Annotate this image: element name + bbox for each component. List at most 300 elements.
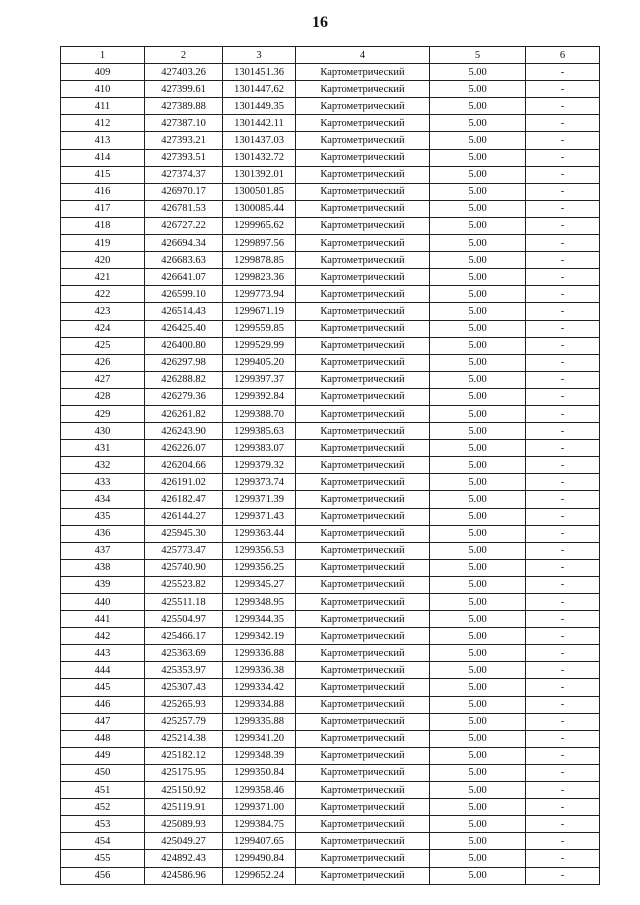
y-coordinate-cell: 1299652.24 (223, 867, 296, 884)
table-row (61, 457, 600, 474)
accuracy-cell: 5.00 (430, 576, 526, 593)
method-cell: Картометрический (296, 98, 430, 115)
table-row (61, 662, 600, 679)
point-number-cell: 429 (61, 405, 145, 422)
x-coordinate-cell: 424586.96 (145, 867, 223, 884)
note-cell: - (526, 252, 600, 269)
x-coordinate-cell: 426297.98 (145, 354, 223, 371)
note-cell: - (526, 576, 600, 593)
accuracy-cell: 5.00 (430, 354, 526, 371)
accuracy-cell: 5.00 (430, 183, 526, 200)
page-number: 16 (312, 14, 328, 31)
method-cell: Картометрический (296, 286, 430, 303)
point-number-cell: 452 (61, 799, 145, 816)
accuracy-cell: 5.00 (430, 662, 526, 679)
note-cell: - (526, 98, 600, 115)
accuracy-cell: 5.00 (430, 696, 526, 713)
x-coordinate-cell: 426279.36 (145, 388, 223, 405)
note-cell: - (526, 200, 600, 217)
y-coordinate-cell: 1299363.44 (223, 525, 296, 542)
point-number-cell: 436 (61, 525, 145, 542)
x-coordinate-cell: 426288.82 (145, 371, 223, 388)
method-cell: Картометрический (296, 405, 430, 422)
accuracy-cell: 5.00 (430, 764, 526, 781)
note-cell: - (526, 457, 600, 474)
y-coordinate-cell: 1299965.62 (223, 217, 296, 234)
point-number-cell: 449 (61, 747, 145, 764)
accuracy-cell: 5.00 (430, 867, 526, 884)
table-row (61, 320, 600, 337)
method-cell: Картометрический (296, 457, 430, 474)
method-cell: Картометрический (296, 235, 430, 252)
x-coordinate-cell: 426599.10 (145, 286, 223, 303)
accuracy-cell: 5.00 (430, 440, 526, 457)
x-coordinate-cell: 426727.22 (145, 217, 223, 234)
accuracy-cell: 5.00 (430, 320, 526, 337)
note-cell: - (526, 645, 600, 662)
y-coordinate-cell: 1299344.35 (223, 611, 296, 628)
x-coordinate-cell: 425363.69 (145, 645, 223, 662)
accuracy-cell: 5.00 (430, 217, 526, 234)
x-coordinate-cell: 425511.18 (145, 594, 223, 611)
method-cell: Картометрический (296, 388, 430, 405)
point-number-cell: 440 (61, 594, 145, 611)
method-cell: Картометрический (296, 508, 430, 525)
note-cell: - (526, 337, 600, 354)
y-coordinate-cell: 1299405.20 (223, 354, 296, 371)
table-row (61, 183, 600, 200)
y-coordinate-cell: 1299529.99 (223, 337, 296, 354)
y-coordinate-cell: 1299392.84 (223, 388, 296, 405)
point-number-cell: 450 (61, 764, 145, 781)
point-number-cell: 426 (61, 354, 145, 371)
note-cell: - (526, 354, 600, 371)
table-row (61, 867, 600, 884)
accuracy-cell: 5.00 (430, 149, 526, 166)
y-coordinate-cell: 1299336.88 (223, 645, 296, 662)
note-cell: - (526, 115, 600, 132)
note-cell: - (526, 508, 600, 525)
point-number-cell: 420 (61, 252, 145, 269)
method-cell: Картометрический (296, 337, 430, 354)
note-cell: - (526, 799, 600, 816)
point-number-cell: 451 (61, 782, 145, 799)
table-row (61, 850, 600, 867)
method-cell: Картометрический (296, 782, 430, 799)
note-cell: - (526, 662, 600, 679)
column-header: 6 (526, 47, 600, 64)
accuracy-cell: 5.00 (430, 850, 526, 867)
y-coordinate-cell: 1299773.94 (223, 286, 296, 303)
accuracy-cell: 5.00 (430, 166, 526, 183)
note-cell: - (526, 594, 600, 611)
accuracy-cell: 5.00 (430, 388, 526, 405)
table-row (61, 730, 600, 747)
note-cell: - (526, 730, 600, 747)
table-row (61, 525, 600, 542)
accuracy-cell: 5.00 (430, 252, 526, 269)
point-number-cell: 418 (61, 217, 145, 234)
note-cell: - (526, 679, 600, 696)
note-cell: - (526, 747, 600, 764)
x-coordinate-cell: 425504.97 (145, 611, 223, 628)
point-number-cell: 428 (61, 388, 145, 405)
accuracy-cell: 5.00 (430, 833, 526, 850)
note-cell: - (526, 696, 600, 713)
table-row (61, 833, 600, 850)
method-cell: Картометрический (296, 542, 430, 559)
table-row (61, 423, 600, 440)
note-cell: - (526, 867, 600, 884)
accuracy-cell: 5.00 (430, 457, 526, 474)
x-coordinate-cell: 426400.80 (145, 337, 223, 354)
method-cell: Картометрический (296, 303, 430, 320)
table-row (61, 166, 600, 183)
y-coordinate-cell: 1299334.42 (223, 679, 296, 696)
method-cell: Картометрический (296, 525, 430, 542)
point-number-cell: 439 (61, 576, 145, 593)
method-cell: Картометрический (296, 491, 430, 508)
method-cell: Картометрический (296, 679, 430, 696)
point-number-cell: 422 (61, 286, 145, 303)
y-coordinate-cell: 1299897.56 (223, 235, 296, 252)
x-coordinate-cell: 426182.47 (145, 491, 223, 508)
note-cell: - (526, 388, 600, 405)
x-coordinate-cell: 425523.82 (145, 576, 223, 593)
point-number-cell: 432 (61, 457, 145, 474)
x-coordinate-cell: 427374.37 (145, 166, 223, 183)
point-number-cell: 423 (61, 303, 145, 320)
method-cell: Картометрический (296, 354, 430, 371)
accuracy-cell: 5.00 (430, 542, 526, 559)
column-header: 3 (223, 47, 296, 64)
point-number-cell: 435 (61, 508, 145, 525)
table-row (61, 782, 600, 799)
method-cell: Картометрический (296, 115, 430, 132)
x-coordinate-cell: 426970.17 (145, 183, 223, 200)
point-number-cell: 413 (61, 132, 145, 149)
note-cell: - (526, 833, 600, 850)
coordinates-table (60, 46, 600, 885)
accuracy-cell: 5.00 (430, 64, 526, 81)
point-number-cell: 414 (61, 149, 145, 166)
point-number-cell: 437 (61, 542, 145, 559)
column-header: 2 (145, 47, 223, 64)
accuracy-cell: 5.00 (430, 713, 526, 730)
table-row (61, 747, 600, 764)
y-coordinate-cell: 1299383.07 (223, 440, 296, 457)
accuracy-cell: 5.00 (430, 200, 526, 217)
method-cell: Картометрический (296, 149, 430, 166)
note-cell: - (526, 816, 600, 833)
x-coordinate-cell: 425353.97 (145, 662, 223, 679)
method-cell: Картометрический (296, 850, 430, 867)
note-cell: - (526, 491, 600, 508)
y-coordinate-cell: 1299559.85 (223, 320, 296, 337)
column-header: 5 (430, 47, 526, 64)
accuracy-cell: 5.00 (430, 405, 526, 422)
accuracy-cell: 5.00 (430, 235, 526, 252)
method-cell: Картометрический (296, 200, 430, 217)
x-coordinate-cell: 426694.34 (145, 235, 223, 252)
point-number-cell: 438 (61, 559, 145, 576)
y-coordinate-cell: 1299671.19 (223, 303, 296, 320)
y-coordinate-cell: 1299490.84 (223, 850, 296, 867)
point-number-cell: 448 (61, 730, 145, 747)
table-row (61, 542, 600, 559)
x-coordinate-cell: 425773.47 (145, 542, 223, 559)
y-coordinate-cell: 1300085.44 (223, 200, 296, 217)
table-row (61, 764, 600, 781)
note-cell: - (526, 440, 600, 457)
x-coordinate-cell: 425214.38 (145, 730, 223, 747)
table-row (61, 132, 600, 149)
point-number-cell: 409 (61, 64, 145, 81)
y-coordinate-cell: 1299407.65 (223, 833, 296, 850)
y-coordinate-cell: 1299350.84 (223, 764, 296, 781)
accuracy-cell: 5.00 (430, 371, 526, 388)
accuracy-cell: 5.00 (430, 474, 526, 491)
x-coordinate-cell: 425175.95 (145, 764, 223, 781)
method-cell: Картометрический (296, 730, 430, 747)
y-coordinate-cell: 1299388.70 (223, 405, 296, 422)
point-number-cell: 427 (61, 371, 145, 388)
table-row (61, 149, 600, 166)
point-number-cell: 454 (61, 833, 145, 850)
x-coordinate-cell: 426204.66 (145, 457, 223, 474)
point-number-cell: 434 (61, 491, 145, 508)
method-cell: Картометрический (296, 594, 430, 611)
method-cell: Картометрический (296, 81, 430, 98)
x-coordinate-cell: 426425.40 (145, 320, 223, 337)
table-row (61, 98, 600, 115)
y-coordinate-cell: 1299342.19 (223, 628, 296, 645)
accuracy-cell: 5.00 (430, 303, 526, 320)
method-cell: Картометрический (296, 576, 430, 593)
note-cell: - (526, 525, 600, 542)
point-number-cell: 456 (61, 867, 145, 884)
note-cell: - (526, 764, 600, 781)
table-row (61, 679, 600, 696)
note-cell: - (526, 628, 600, 645)
accuracy-cell: 5.00 (430, 594, 526, 611)
accuracy-cell: 5.00 (430, 645, 526, 662)
y-coordinate-cell: 1299371.00 (223, 799, 296, 816)
table-row (61, 354, 600, 371)
note-cell: - (526, 81, 600, 98)
y-coordinate-cell: 1299348.95 (223, 594, 296, 611)
x-coordinate-cell: 426641.07 (145, 269, 223, 286)
table-row (61, 388, 600, 405)
note-cell: - (526, 542, 600, 559)
x-coordinate-cell: 426514.43 (145, 303, 223, 320)
method-cell: Картометрический (296, 867, 430, 884)
note-cell: - (526, 149, 600, 166)
x-coordinate-cell: 427399.61 (145, 81, 223, 98)
x-coordinate-cell: 427393.51 (145, 149, 223, 166)
table-row (61, 628, 600, 645)
note-cell: - (526, 235, 600, 252)
method-cell: Картометрический (296, 559, 430, 576)
accuracy-cell: 5.00 (430, 286, 526, 303)
method-cell: Картометрический (296, 833, 430, 850)
x-coordinate-cell: 426243.90 (145, 423, 223, 440)
accuracy-cell: 5.00 (430, 491, 526, 508)
y-coordinate-cell: 1299373.74 (223, 474, 296, 491)
y-coordinate-cell: 1299348.39 (223, 747, 296, 764)
point-number-cell: 421 (61, 269, 145, 286)
y-coordinate-cell: 1299371.39 (223, 491, 296, 508)
accuracy-cell: 5.00 (430, 611, 526, 628)
table-row (61, 474, 600, 491)
note-cell: - (526, 611, 600, 628)
table-row (61, 64, 600, 81)
table-row (61, 115, 600, 132)
x-coordinate-cell: 424892.43 (145, 850, 223, 867)
accuracy-cell: 5.00 (430, 98, 526, 115)
accuracy-cell: 5.00 (430, 508, 526, 525)
accuracy-cell: 5.00 (430, 559, 526, 576)
method-cell: Картометрический (296, 764, 430, 781)
method-cell: Картометрический (296, 747, 430, 764)
accuracy-cell: 5.00 (430, 269, 526, 286)
x-coordinate-cell: 426144.27 (145, 508, 223, 525)
note-cell: - (526, 183, 600, 200)
note-cell: - (526, 166, 600, 183)
note-cell: - (526, 217, 600, 234)
method-cell: Картометрический (296, 440, 430, 457)
accuracy-cell: 5.00 (430, 730, 526, 747)
point-number-cell: 416 (61, 183, 145, 200)
method-cell: Картометрический (296, 799, 430, 816)
x-coordinate-cell: 426683.63 (145, 252, 223, 269)
point-number-cell: 447 (61, 713, 145, 730)
y-coordinate-cell: 1301449.35 (223, 98, 296, 115)
header-row (61, 47, 600, 64)
y-coordinate-cell: 1299823.36 (223, 269, 296, 286)
note-cell: - (526, 371, 600, 388)
note-cell: - (526, 405, 600, 422)
method-cell: Картометрический (296, 217, 430, 234)
table-row (61, 81, 600, 98)
method-cell: Картометрический (296, 423, 430, 440)
point-number-cell: 444 (61, 662, 145, 679)
method-cell: Картометрический (296, 474, 430, 491)
y-coordinate-cell: 1299356.25 (223, 559, 296, 576)
table-row (61, 645, 600, 662)
point-number-cell: 419 (61, 235, 145, 252)
x-coordinate-cell: 426226.07 (145, 440, 223, 457)
x-coordinate-cell: 426261.82 (145, 405, 223, 422)
point-number-cell: 445 (61, 679, 145, 696)
accuracy-cell: 5.00 (430, 423, 526, 440)
table-row (61, 269, 600, 286)
point-number-cell: 443 (61, 645, 145, 662)
point-number-cell: 441 (61, 611, 145, 628)
x-coordinate-cell: 426191.02 (145, 474, 223, 491)
y-coordinate-cell: 1299341.20 (223, 730, 296, 747)
table-row (61, 611, 600, 628)
table-header (61, 47, 600, 64)
method-cell: Картометрический (296, 269, 430, 286)
method-cell: Картометрический (296, 183, 430, 200)
x-coordinate-cell: 425307.43 (145, 679, 223, 696)
y-coordinate-cell: 1299371.43 (223, 508, 296, 525)
table-row (61, 235, 600, 252)
x-coordinate-cell: 425257.79 (145, 713, 223, 730)
accuracy-cell: 5.00 (430, 525, 526, 542)
table-row (61, 816, 600, 833)
table-row (61, 337, 600, 354)
y-coordinate-cell: 1299336.38 (223, 662, 296, 679)
note-cell: - (526, 474, 600, 491)
y-coordinate-cell: 1299358.46 (223, 782, 296, 799)
method-cell: Картометрический (296, 645, 430, 662)
y-coordinate-cell: 1299384.75 (223, 816, 296, 833)
table-row (61, 303, 600, 320)
column-header: 1 (61, 47, 145, 64)
table-row (61, 696, 600, 713)
x-coordinate-cell: 427403.26 (145, 64, 223, 81)
note-cell: - (526, 850, 600, 867)
y-coordinate-cell: 1301432.72 (223, 149, 296, 166)
y-coordinate-cell: 1299379.32 (223, 457, 296, 474)
y-coordinate-cell: 1299397.37 (223, 371, 296, 388)
accuracy-cell: 5.00 (430, 799, 526, 816)
note-cell: - (526, 132, 600, 149)
x-coordinate-cell: 425466.17 (145, 628, 223, 645)
point-number-cell: 410 (61, 81, 145, 98)
method-cell: Картометрический (296, 320, 430, 337)
table-row (61, 286, 600, 303)
point-number-cell: 431 (61, 440, 145, 457)
column-header: 4 (296, 47, 430, 64)
note-cell: - (526, 713, 600, 730)
point-number-cell: 453 (61, 816, 145, 833)
x-coordinate-cell: 427389.88 (145, 98, 223, 115)
y-coordinate-cell: 1299385.63 (223, 423, 296, 440)
accuracy-cell: 5.00 (430, 337, 526, 354)
note-cell: - (526, 64, 600, 81)
accuracy-cell: 5.00 (430, 81, 526, 98)
point-number-cell: 455 (61, 850, 145, 867)
note-cell: - (526, 782, 600, 799)
table-row (61, 713, 600, 730)
table-row (61, 405, 600, 422)
table-row (61, 371, 600, 388)
x-coordinate-cell: 425182.12 (145, 747, 223, 764)
point-number-cell: 415 (61, 166, 145, 183)
table-row (61, 200, 600, 217)
y-coordinate-cell: 1301442.11 (223, 115, 296, 132)
method-cell: Картометрический (296, 166, 430, 183)
point-number-cell: 446 (61, 696, 145, 713)
method-cell: Картометрический (296, 371, 430, 388)
y-coordinate-cell: 1299878.85 (223, 252, 296, 269)
accuracy-cell: 5.00 (430, 782, 526, 799)
y-coordinate-cell: 1301451.36 (223, 64, 296, 81)
table-row (61, 491, 600, 508)
x-coordinate-cell: 425049.27 (145, 833, 223, 850)
accuracy-cell: 5.00 (430, 132, 526, 149)
point-number-cell: 442 (61, 628, 145, 645)
method-cell: Картометрический (296, 252, 430, 269)
x-coordinate-cell: 425945.30 (145, 525, 223, 542)
method-cell: Картометрический (296, 713, 430, 730)
y-coordinate-cell: 1301392.01 (223, 166, 296, 183)
note-cell: - (526, 320, 600, 337)
method-cell: Картометрический (296, 611, 430, 628)
